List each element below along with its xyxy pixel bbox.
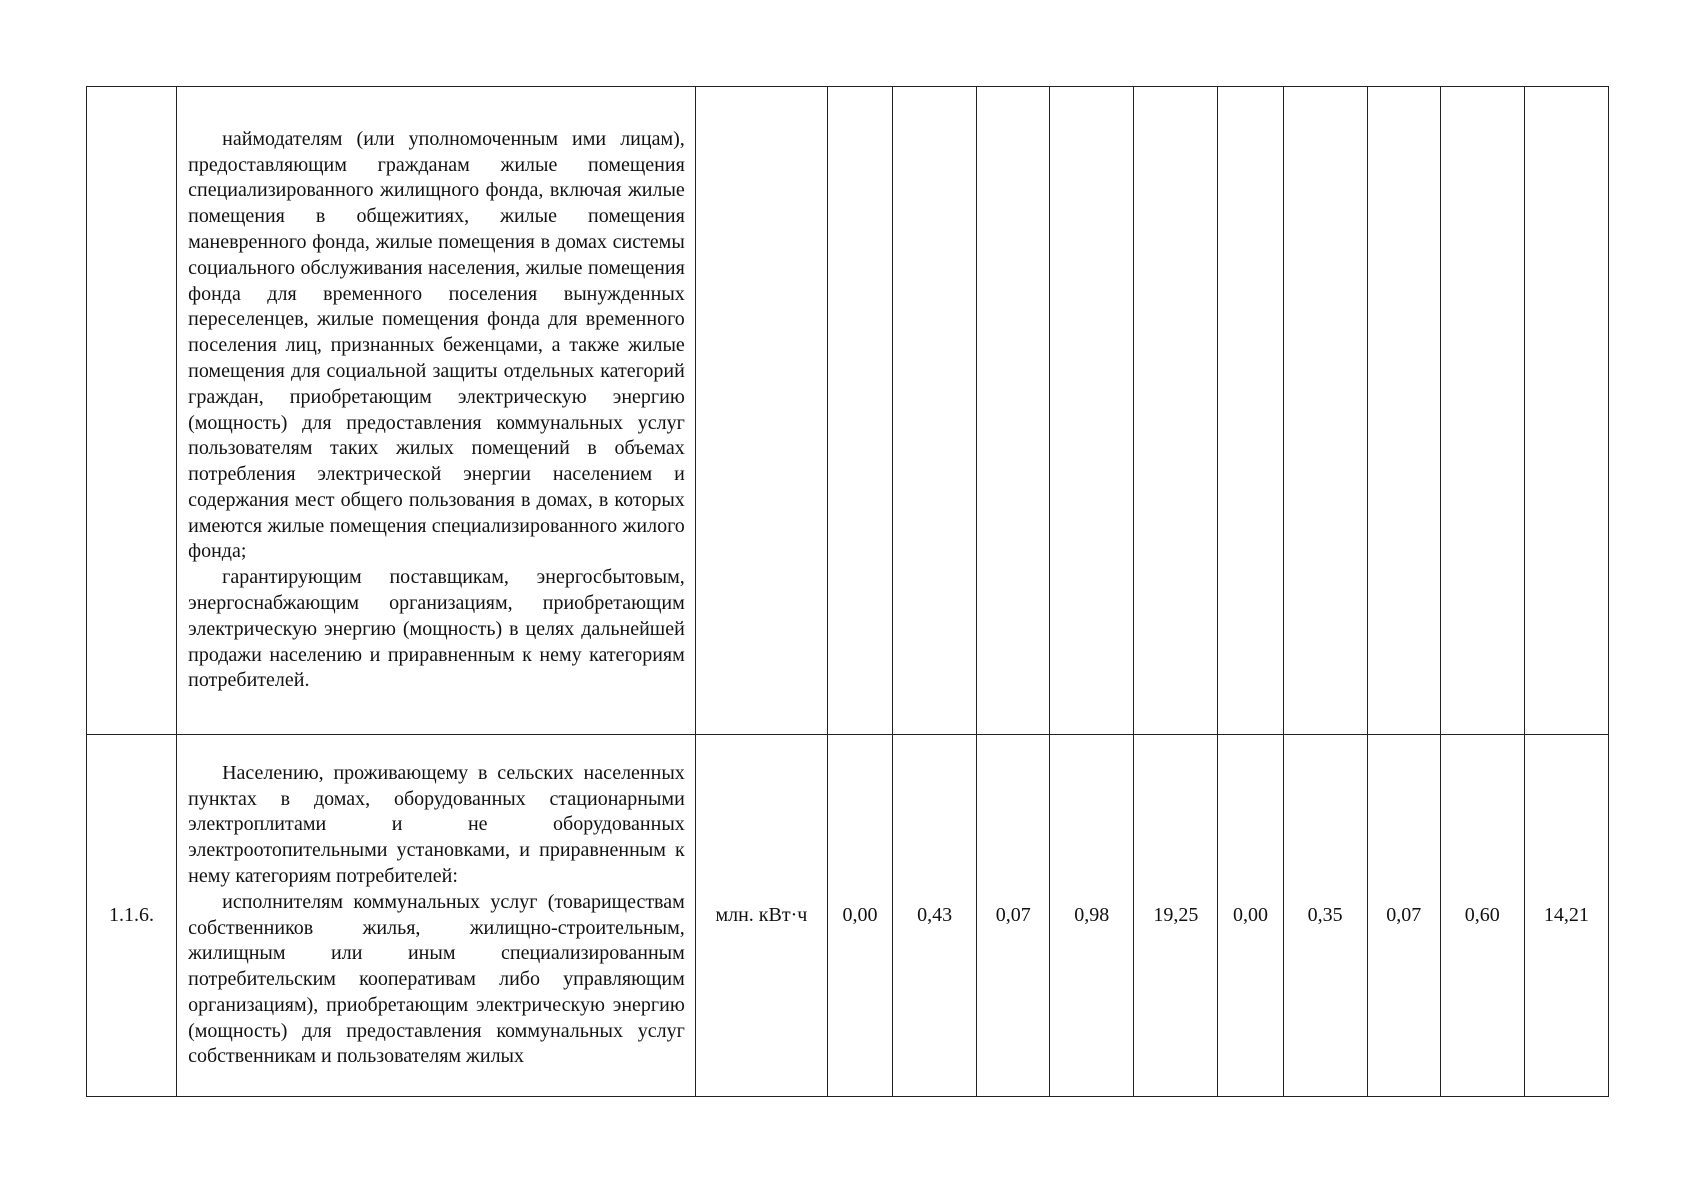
value-cell [1283, 87, 1367, 735]
table-row [87, 735, 1609, 1097]
unit-cell: млн. кВт·ч [695, 735, 827, 1097]
description-cell [177, 735, 696, 1097]
value-cell [1050, 87, 1134, 735]
description-paragraph: гарантирующим поставщикам, энергосбытовым, энергоснабжающим организациям, приобретающим электрическую энергию (мощность) в целях дальнейшей продажи населению и приравненным к нему категориям потребителей. [188, 566, 685, 692]
value-cell [893, 87, 977, 735]
value-cell: 19,25 [1134, 735, 1218, 1097]
value-cell [1440, 87, 1524, 735]
description-paragraph: наймодателям (или уполномоченным ими лицам), предоставляющим гражданам жилые помещения специализированного жилищного фонда, включая жилые помещения в общежитиях, жилые помещения маневренного фонда, жилые помещения в домах системы социального обслуживания населения, жилые помещения фонда для временного поселения вынужденных переселенцев, жилые помещения фонда для временного поселения лиц, признанных беженцами, а также жилые помещения для социальной защиты отдельных категорий граждан, приобретающим электрическую энергию (мощность) для предоставления коммунальных услуг пользователям таких жилых помещений в объемах потребления электрической энергии населением и содержания мест общего пользования в домах, в которых имеются жилые помещения специализированного жилого фонда; [188, 127, 685, 563]
value-cell [1218, 87, 1283, 735]
description-paragraph: Населению, проживающему в сельских населенных пунктах в домах, оборудованных стационарными электроплитами и не оборудованных электроотопительными установками, и приравненным к нему категориям потребителей: [188, 761, 685, 887]
value-cell [1524, 87, 1608, 735]
value-cell [1367, 87, 1440, 735]
value-cell: 0,98 [1050, 735, 1134, 1097]
value-cell: 0,43 [893, 735, 977, 1097]
row-number-cell [87, 87, 177, 735]
value-cell [827, 87, 892, 735]
value-cell: 0,07 [1367, 735, 1440, 1097]
value-cell: 0,07 [977, 735, 1050, 1097]
unit-cell [695, 87, 827, 735]
value-cell [977, 87, 1050, 735]
description-paragraph: исполнителям коммунальных услуг (товариществам собственников жилья, жилищно-строительным, жилищным или иным специализированным потребительским кооперативам либо управляющим организациям), приобретающим электрическую энергию (мощность) для предоставления коммунальных услуг собственникам и пользователям жилых [188, 890, 685, 1068]
value-cell: 14,21 [1524, 735, 1608, 1097]
table-row [87, 87, 1609, 735]
value-cell: 0,00 [827, 735, 892, 1097]
value-cell: 0,00 [1218, 735, 1283, 1097]
value-cell: 0,35 [1283, 735, 1367, 1097]
value-cell [1134, 87, 1218, 735]
value-cell: 0,60 [1440, 735, 1524, 1097]
row-number-cell: 1.1.6. [87, 735, 177, 1097]
description-cell [177, 87, 696, 735]
data-table [86, 86, 1609, 1097]
